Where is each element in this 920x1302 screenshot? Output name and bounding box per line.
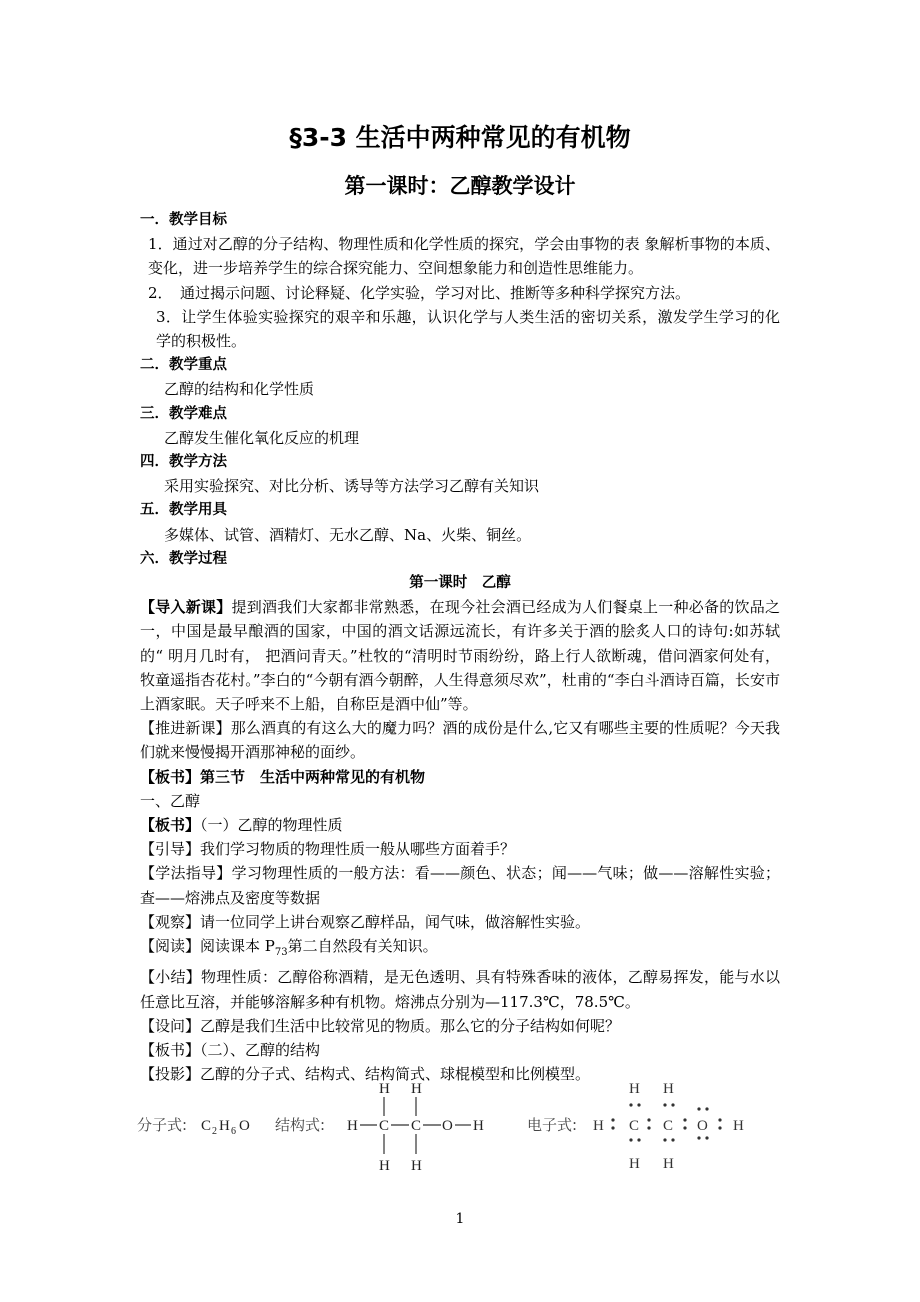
paragraph-advance (140, 716, 780, 764)
elec-atom-H-top1: H (629, 1081, 640, 1097)
board-3-text: （二）、乙醇的结构 (200, 1040, 321, 1059)
read-text-post: 第二自然段有关知识。 (287, 937, 438, 956)
section-heading-methods: 四．教学方法 (140, 454, 227, 471)
struct-atom-H-right: H (473, 1118, 484, 1134)
struct-atom-H-top1: H (379, 1081, 390, 1097)
goal-2: 2． 通过揭示问题、讨论释疑、化学实验，学习对比、推断等多种科学探究方法。 (148, 283, 691, 302)
board-1-text: 第三节 生活中两种常见的有机物 (200, 767, 426, 786)
electronic-formula-label: 电子式: (527, 1116, 578, 1134)
document-subtitle: 第一课时：乙醇教学设计 (344, 174, 576, 198)
electron-dot (663, 1138, 666, 1141)
paragraph-board-2 (140, 813, 780, 837)
section-heading-difficulties: 三．教学难点 (140, 405, 227, 422)
tag-summary: 【小结】 (140, 968, 201, 987)
paragraph-read (140, 934, 780, 965)
structural-formula-diagram (347, 1081, 484, 1174)
electron-dot (697, 1107, 700, 1110)
ethanol-formula-figure (135, 1078, 775, 1178)
read-text-pre: 阅读课本 P (200, 937, 275, 956)
struct-atom-C1: C (379, 1118, 390, 1134)
molecular-formula-label: 分子式: (137, 1116, 188, 1134)
electron-dot (697, 1136, 700, 1139)
document-title: §3-3 生活中两种常见的有机物 (289, 123, 631, 152)
struct-atom-O: O (442, 1118, 453, 1134)
electron-dot (705, 1136, 708, 1139)
difficulties-text: 乙醇发生催化氧化反应的机理 (164, 428, 360, 447)
goal-3: 3．让学生体验实验探究的艰辛和乐趣，认识化学与人类生活的密切关系，激发学生学习的化学的积极性。 (156, 307, 780, 351)
paragraph-method-guide (140, 861, 780, 909)
summary-text: 物理性质：乙醇俗称酒精，是无色透明、具有特殊香味的液体，乙醇易挥发，能与水以任意比互溶，并能够溶解多种有机物。熔沸点分别为—117.3℃，78.5℃。 (140, 968, 780, 1011)
electron-dot (683, 1126, 686, 1129)
elec-atom-O: O (697, 1118, 708, 1134)
electron-dot (647, 1126, 650, 1129)
electron-dot (671, 1138, 674, 1141)
tag-board-2: 【板书】 (140, 816, 201, 835)
section-heading-process: 六．教学过程 (140, 550, 227, 567)
electron-dot (671, 1103, 674, 1106)
electron-dot (705, 1107, 708, 1110)
struct-atom-H-left: H (347, 1118, 358, 1134)
tag-question: 【设问】 (140, 1016, 201, 1035)
tag-board-1: 【板书】 (140, 767, 201, 786)
document-body (140, 208, 780, 1086)
struct-atom-H-bottom1: H (379, 1158, 390, 1174)
paragraph-board-3 (140, 1038, 780, 1062)
paragraph-question (140, 1014, 780, 1038)
elec-atom-H-bottom1: H (629, 1156, 640, 1172)
section-heading-goals: 一．教学目标 (140, 212, 227, 228)
molecular-formula-O: O (239, 1118, 250, 1134)
electron-dot (629, 1138, 632, 1141)
tag-projection: 【投影】 (140, 1065, 201, 1084)
tag-method-guide: 【学法指导】 (140, 864, 232, 883)
paragraph-summary (140, 965, 780, 1013)
electron-dot (629, 1103, 632, 1106)
elec-atom-C2: C (663, 1118, 674, 1134)
struct-atom-H-top2: H (411, 1081, 422, 1097)
lesson-subheading: 第一课时 乙醇 (409, 575, 511, 592)
key-points-text: 乙醇的结构和化学性质 (164, 380, 315, 399)
struct-atom-C2: C (411, 1118, 422, 1134)
electron-dot (718, 1126, 721, 1129)
observe-text: 请一位同学上讲台观察乙醇样品，闻气味，做溶解性实验。 (200, 912, 591, 931)
methods-text: 采用实验探究、对比分析、诱导等方法学习乙醇有关知识 (164, 477, 540, 496)
paragraph-board-1 (140, 765, 780, 789)
goal-1: 1．通过对乙醇的分子结构、物理性质和化学性质的探究，学会由事物的表 象解析事物的本质、变化，进一步培养学生的综合探究能力、空间想象能力和创造性思维能力。 (148, 235, 780, 278)
tag-board-3: 【板书】 (140, 1040, 201, 1059)
section-heading-tools: 五．教学用具 (140, 502, 227, 519)
tag-intro: 【导入新课】 (140, 598, 232, 617)
tag-read: 【阅读】 (140, 937, 201, 956)
electron-dot (637, 1138, 640, 1141)
paragraph-guide (140, 837, 780, 861)
molecular-formula-H-sub: 6 (231, 1126, 236, 1137)
elec-atom-H-top2: H (663, 1081, 674, 1097)
paragraph-observe (140, 910, 780, 934)
tag-guide: 【引导】 (140, 840, 201, 859)
electron-dot (647, 1118, 650, 1121)
elec-atom-H-right: H (733, 1118, 744, 1134)
section-heading-key-points: 二．教学重点 (140, 357, 227, 374)
struct-atom-H-bottom2: H (411, 1158, 422, 1174)
molecular-formula-C-sub: 2 (212, 1126, 217, 1137)
read-page-subscript: 73 (274, 947, 288, 959)
projection-text: 乙醇的分子式、结构式、结构简式、球棍模型和比例模型。 (200, 1065, 591, 1084)
method-guide-text: 学习物理性质的一般方法：看——颜色、状态；闻——气味；做——溶解性实验；查——熔沸点及密度等数据 (140, 864, 780, 907)
guide-text: 我们学习物质的物理性质一般从哪些方面着手？ (200, 840, 516, 859)
tools-text: 多媒体、试管、酒精灯、无水乙醇、Na、火柴、铜丝。 (164, 525, 532, 544)
electron-dot (663, 1103, 666, 1106)
tag-observe: 【观察】 (140, 912, 201, 931)
electron-dot (611, 1126, 614, 1129)
question-text: 乙醇是我们生活中比较常见的物质。那么它的分子结构如何呢？ (200, 1016, 621, 1035)
electron-dot (718, 1118, 721, 1121)
molecular-formula-C: C (201, 1118, 212, 1134)
elec-atom-H-left: H (593, 1118, 604, 1134)
page-number: 1 (455, 1211, 465, 1227)
elec-atom-C1: C (629, 1118, 640, 1134)
board-2-text: （一）乙醇的物理性质 (200, 816, 343, 835)
electronic-formula-diagram (593, 1081, 744, 1172)
elec-atom-H-bottom2: H (663, 1156, 674, 1172)
electron-dot (637, 1103, 640, 1106)
electron-dot (683, 1118, 686, 1121)
paragraph-ethanol-heading: 一、乙醇 (140, 791, 201, 810)
electron-dot (611, 1118, 614, 1121)
intro-text: 提到酒我们大家都非常熟悉，在现今社会酒已经成为人们餐桌上一种必备的饮品之一，中国是最早酿酒的国家，中国的酒文话源远流长，有许多关于酒的脍炙人口的诗句:如苏轼的“ 明月几时有， 把酒问青天。”杜牧的“清明时节雨纷纷，路上行人欲断魂，借问酒家何处有，牧童遥指杏花村。”李白的“今朝有酒今朝醉，人生得意须尽欢”，杜甫的“李白斗酒诗百篇，长安市上酒家眠。天子呼来不上船，自称臣是酒中仙”等。 (140, 598, 780, 714)
molecular-formula-H: H (219, 1118, 230, 1134)
advance-text: 那么酒真的有这么大的魔力吗？酒的成份是什么,它又有哪些主要的性质呢？今天我们就来慢慢揭开酒那神秘的面纱。 (140, 719, 780, 762)
structural-formula-label: 结构式: (275, 1116, 326, 1134)
paragraph-intro (140, 595, 780, 716)
tag-advance: 【推进新课】 (140, 719, 231, 738)
